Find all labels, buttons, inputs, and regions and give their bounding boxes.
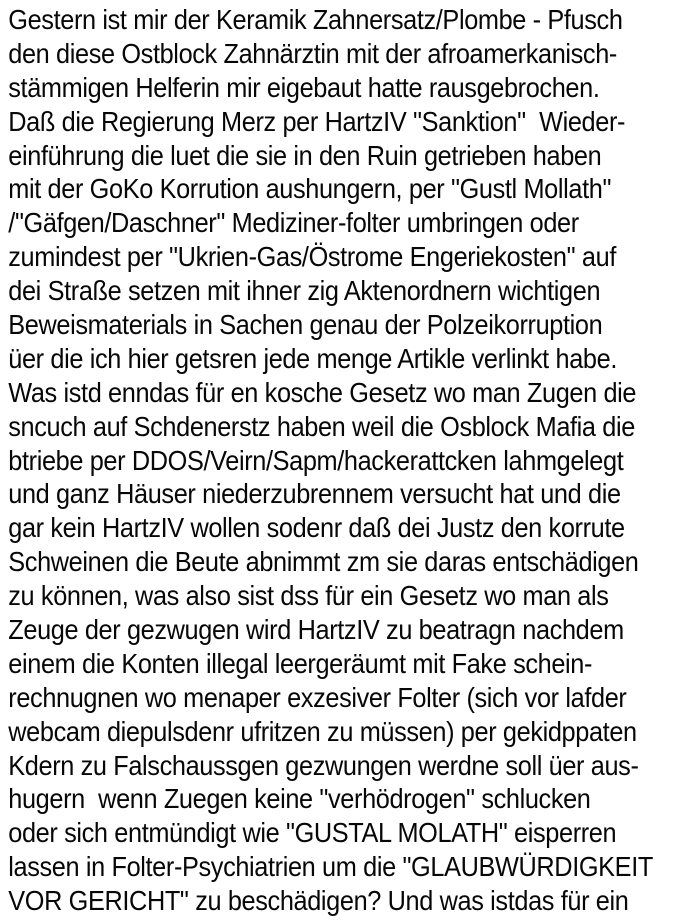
text-line: einführung die luet die sie in den Ruin getrieben haben [8,139,602,171]
text-line: lassen in Folter-Psychiatrien um die "GLAUBWÜRDIGKEIT [8,851,653,883]
text-line: dei Straße setzen mit ihner zig Aktenordnern wichtigen [8,275,601,307]
text-line: den diese Ostblock Zahnärztin mit der afroamerkanisch- [8,37,617,69]
text-line: oder sich entmündigt wie "GUSTAL MOLATH" eisperren [8,817,617,849]
text-line: sncuch auf Schdenerstz haben weil die Osblock Mafia die [8,410,635,442]
text-line: mit der GoKo Korrution aushungern, per "Gustl Mollath" [8,173,612,205]
text-line: Schweinen die Beute abnimmt zm sie daras entschädigen [8,546,639,578]
text-line: zumindest per "Ukrien-Gas/Östrome Engeriekosten" auf [8,241,616,273]
text-line: zu können, was also sist dss für ein Gesetz wo man als [8,580,609,612]
text-line: Kdern zu Falschaussgen gezwungen werdne soll üer aus- [8,749,639,781]
text-line: Gestern ist mir der Keramik Zahnersatz/Plombe - Pfusch [8,4,623,35]
text-line: rechnugnen wo menaper exzesiver Folter (sich vor lafder [8,681,627,713]
text-line: VOR GERICHT" zu beschädigen? Und was istdas für ein [8,885,629,917]
text-line: Beweismaterials in Sachen genau der Polzeikorruption [8,309,603,341]
text-line: webcam diepulsdenr ufritzen zu müssen) per gekidppaten [8,715,637,747]
text-line: Was istd enndas für en kosche Gesetz wo man Zugen die [8,376,637,408]
text-line: und ganz Häuser niederzubrennem versucht hat und die [8,478,621,510]
text-line: btriebe per DDOS/Veirn/Sapm/hackerattcken lahmgelegt [8,444,624,476]
text-line: Daß die Regierung Merz per HartzIV "Sanktion" Wieder- [8,105,626,137]
text-line: gar kein HartzIV wollen sodenr daß dei Justz den korrute [8,512,625,544]
text-line: hugern wenn Zuegen keine "verhödrogen" schlucken [8,783,591,815]
text-line: üer die ich hier getsren jede menge Artikle verlinkt habe. [8,342,617,374]
text-line: einem die Konten illegal leergeräumt mit Fake schein- [8,647,593,679]
text-line: stämmigen Helferin mir eigebaut hatte rausgebrochen. [8,71,600,103]
text-line: /"Gäfgen/Daschner" Mediziner-folter umbringen oder [8,207,579,239]
text-line: Zeuge der gezwugen wird HartzIV zu beatragn nachdem [8,614,624,646]
